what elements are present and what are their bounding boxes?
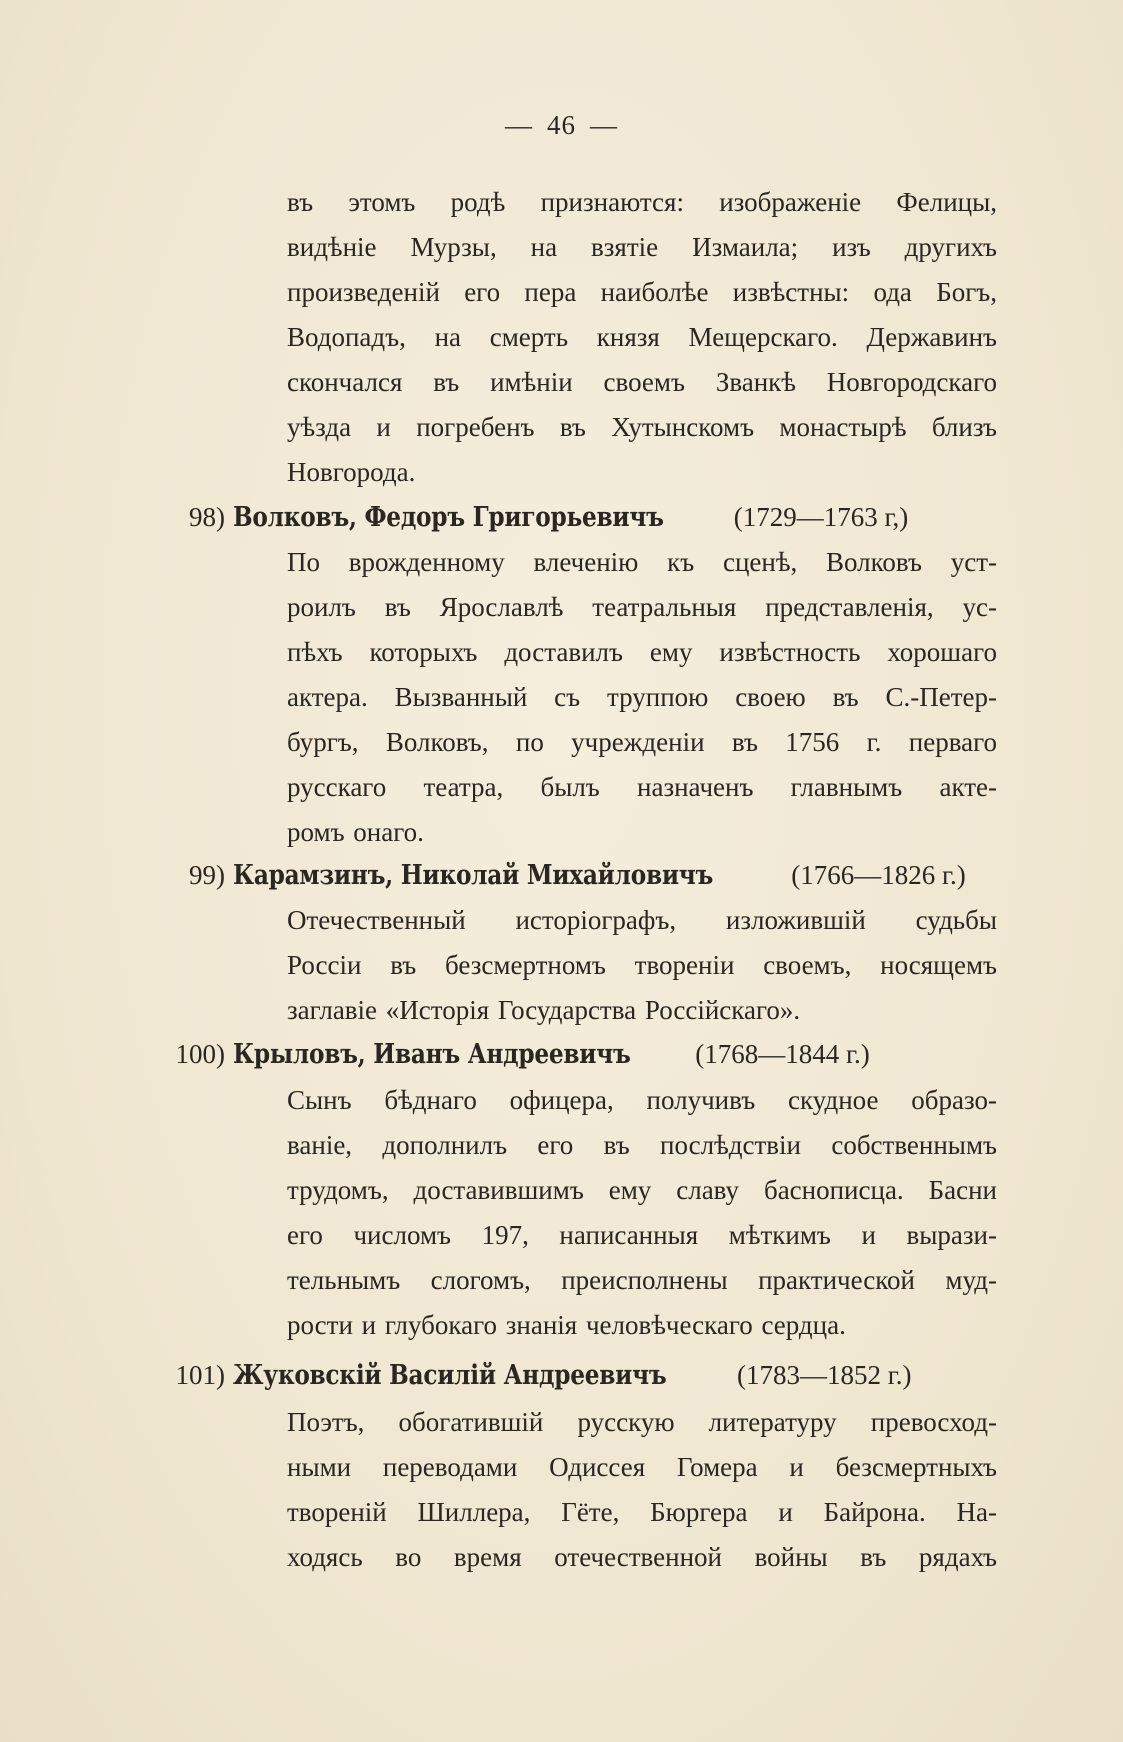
text-line: Россіи въ безсмертномъ твореніи своемъ, носящемъ — [287, 950, 997, 980]
entry-dates: (1783—1852 г.) — [736, 1360, 912, 1390]
entry-dates: (1729—1763 г,) — [733, 502, 909, 532]
text-line: видѣніе Мурзы, на взятіе Измаила; изъ другихъ — [287, 232, 997, 262]
entry-number: 98) — [189, 502, 225, 532]
text-line: Отечественный исторіографъ, изложившій судьбы — [287, 905, 997, 935]
text-line: русскаго театра, былъ назначенъ главнымъ акте- — [287, 772, 997, 802]
text-line: По врожденному влеченію къ сценѣ, Волковъ уст- — [287, 547, 997, 577]
text-line: произведеній его пера наиболѣе извѣстны: ода Богъ, — [287, 277, 997, 307]
text-line: Сынъ бѣднаго офицера, получивъ скудное образо- — [287, 1085, 997, 1115]
text-line: актера. Вызванный съ труппою своею въ С.-Петер- — [287, 682, 997, 712]
entry-number: 100) — [175, 1039, 225, 1069]
text-line: заглавіе «Исторія Государства Россійскаго». — [287, 995, 801, 1025]
entry-heading — [140, 853, 1000, 898]
text-line: пѣхъ которыхъ доставилъ ему извѣстность хорошаго — [287, 637, 997, 667]
entry-paragraph — [287, 1078, 997, 1348]
text-line: роилъ въ Ярославлѣ театральныя представленія, ус- — [287, 592, 997, 622]
page-number — [0, 110, 1123, 141]
entry-name: Жуковскій Василій Андреевичъ — [233, 1360, 667, 1391]
entry-dates: (1768—1844 г.) — [695, 1039, 870, 1069]
page-number-dash-right: — — [590, 110, 618, 140]
entry-name: Волковъ, Федоръ Григорьевичъ — [233, 502, 664, 533]
entry-heading — [140, 1353, 1000, 1398]
entry-paragraph — [287, 540, 997, 855]
intro-paragraph — [287, 180, 997, 495]
text-line: Новгорода. — [287, 457, 416, 487]
page-number-value: 46 — [547, 110, 576, 140]
entry-heading — [140, 495, 1000, 540]
entry-heading — [140, 1032, 1000, 1077]
entry-name: Крыловъ, Иванъ Андреевичъ — [233, 1039, 631, 1070]
entry-paragraph — [287, 1400, 997, 1580]
text-line: въ этомъ родѣ признаются: изображеніе Фелицы, — [287, 187, 997, 217]
text-line: уѣзда и погребенъ въ Хутынскомъ монастырѣ близъ — [287, 412, 997, 442]
text-line: бургъ, Волковъ, по учрежденіи въ 1756 г. перваго — [287, 727, 997, 757]
text-line: ходясь во время отечественной войны въ рядахъ — [287, 1542, 997, 1572]
text-line: твореній Шиллера, Гёте, Бюргера и Байрона. На- — [287, 1497, 997, 1527]
text-line: скончался въ имѣніи своемъ Званкѣ Новгородскаго — [287, 367, 997, 397]
text-line: ваніе, дополнилъ его въ послѣдствіи собственнымъ — [287, 1130, 997, 1160]
entry-paragraph — [287, 898, 997, 1033]
text-line: ромъ онаго. — [287, 817, 424, 847]
text-line: его числомъ 197, написанныя мѣткимъ и вырази- — [287, 1220, 997, 1250]
text-line: Поэтъ, обогатившій русскую литературу превосход- — [287, 1407, 997, 1437]
entry-name: Карамзинъ, Николай Михайловичъ — [233, 860, 714, 891]
text-line: Водопадъ, на смерть князя Мещерскаго. Державинъ — [287, 322, 997, 352]
entry-number: 99) — [189, 860, 225, 890]
text-line: тельнымъ слогомъ, преисполнены практической муд- — [287, 1265, 997, 1295]
text-line: ными переводами Одиссея Гомера и безсмертныхъ — [287, 1452, 997, 1482]
text-line: рости и глубокаго знанія человѣческаго сердца. — [287, 1310, 846, 1340]
entry-number: 101) — [175, 1360, 225, 1390]
text-line: трудомъ, доставившимъ ему славу баснописца. Басни — [287, 1175, 997, 1205]
entry-dates: (1766—1826 г.) — [791, 860, 966, 890]
page-number-dash-left: — — [505, 110, 533, 140]
